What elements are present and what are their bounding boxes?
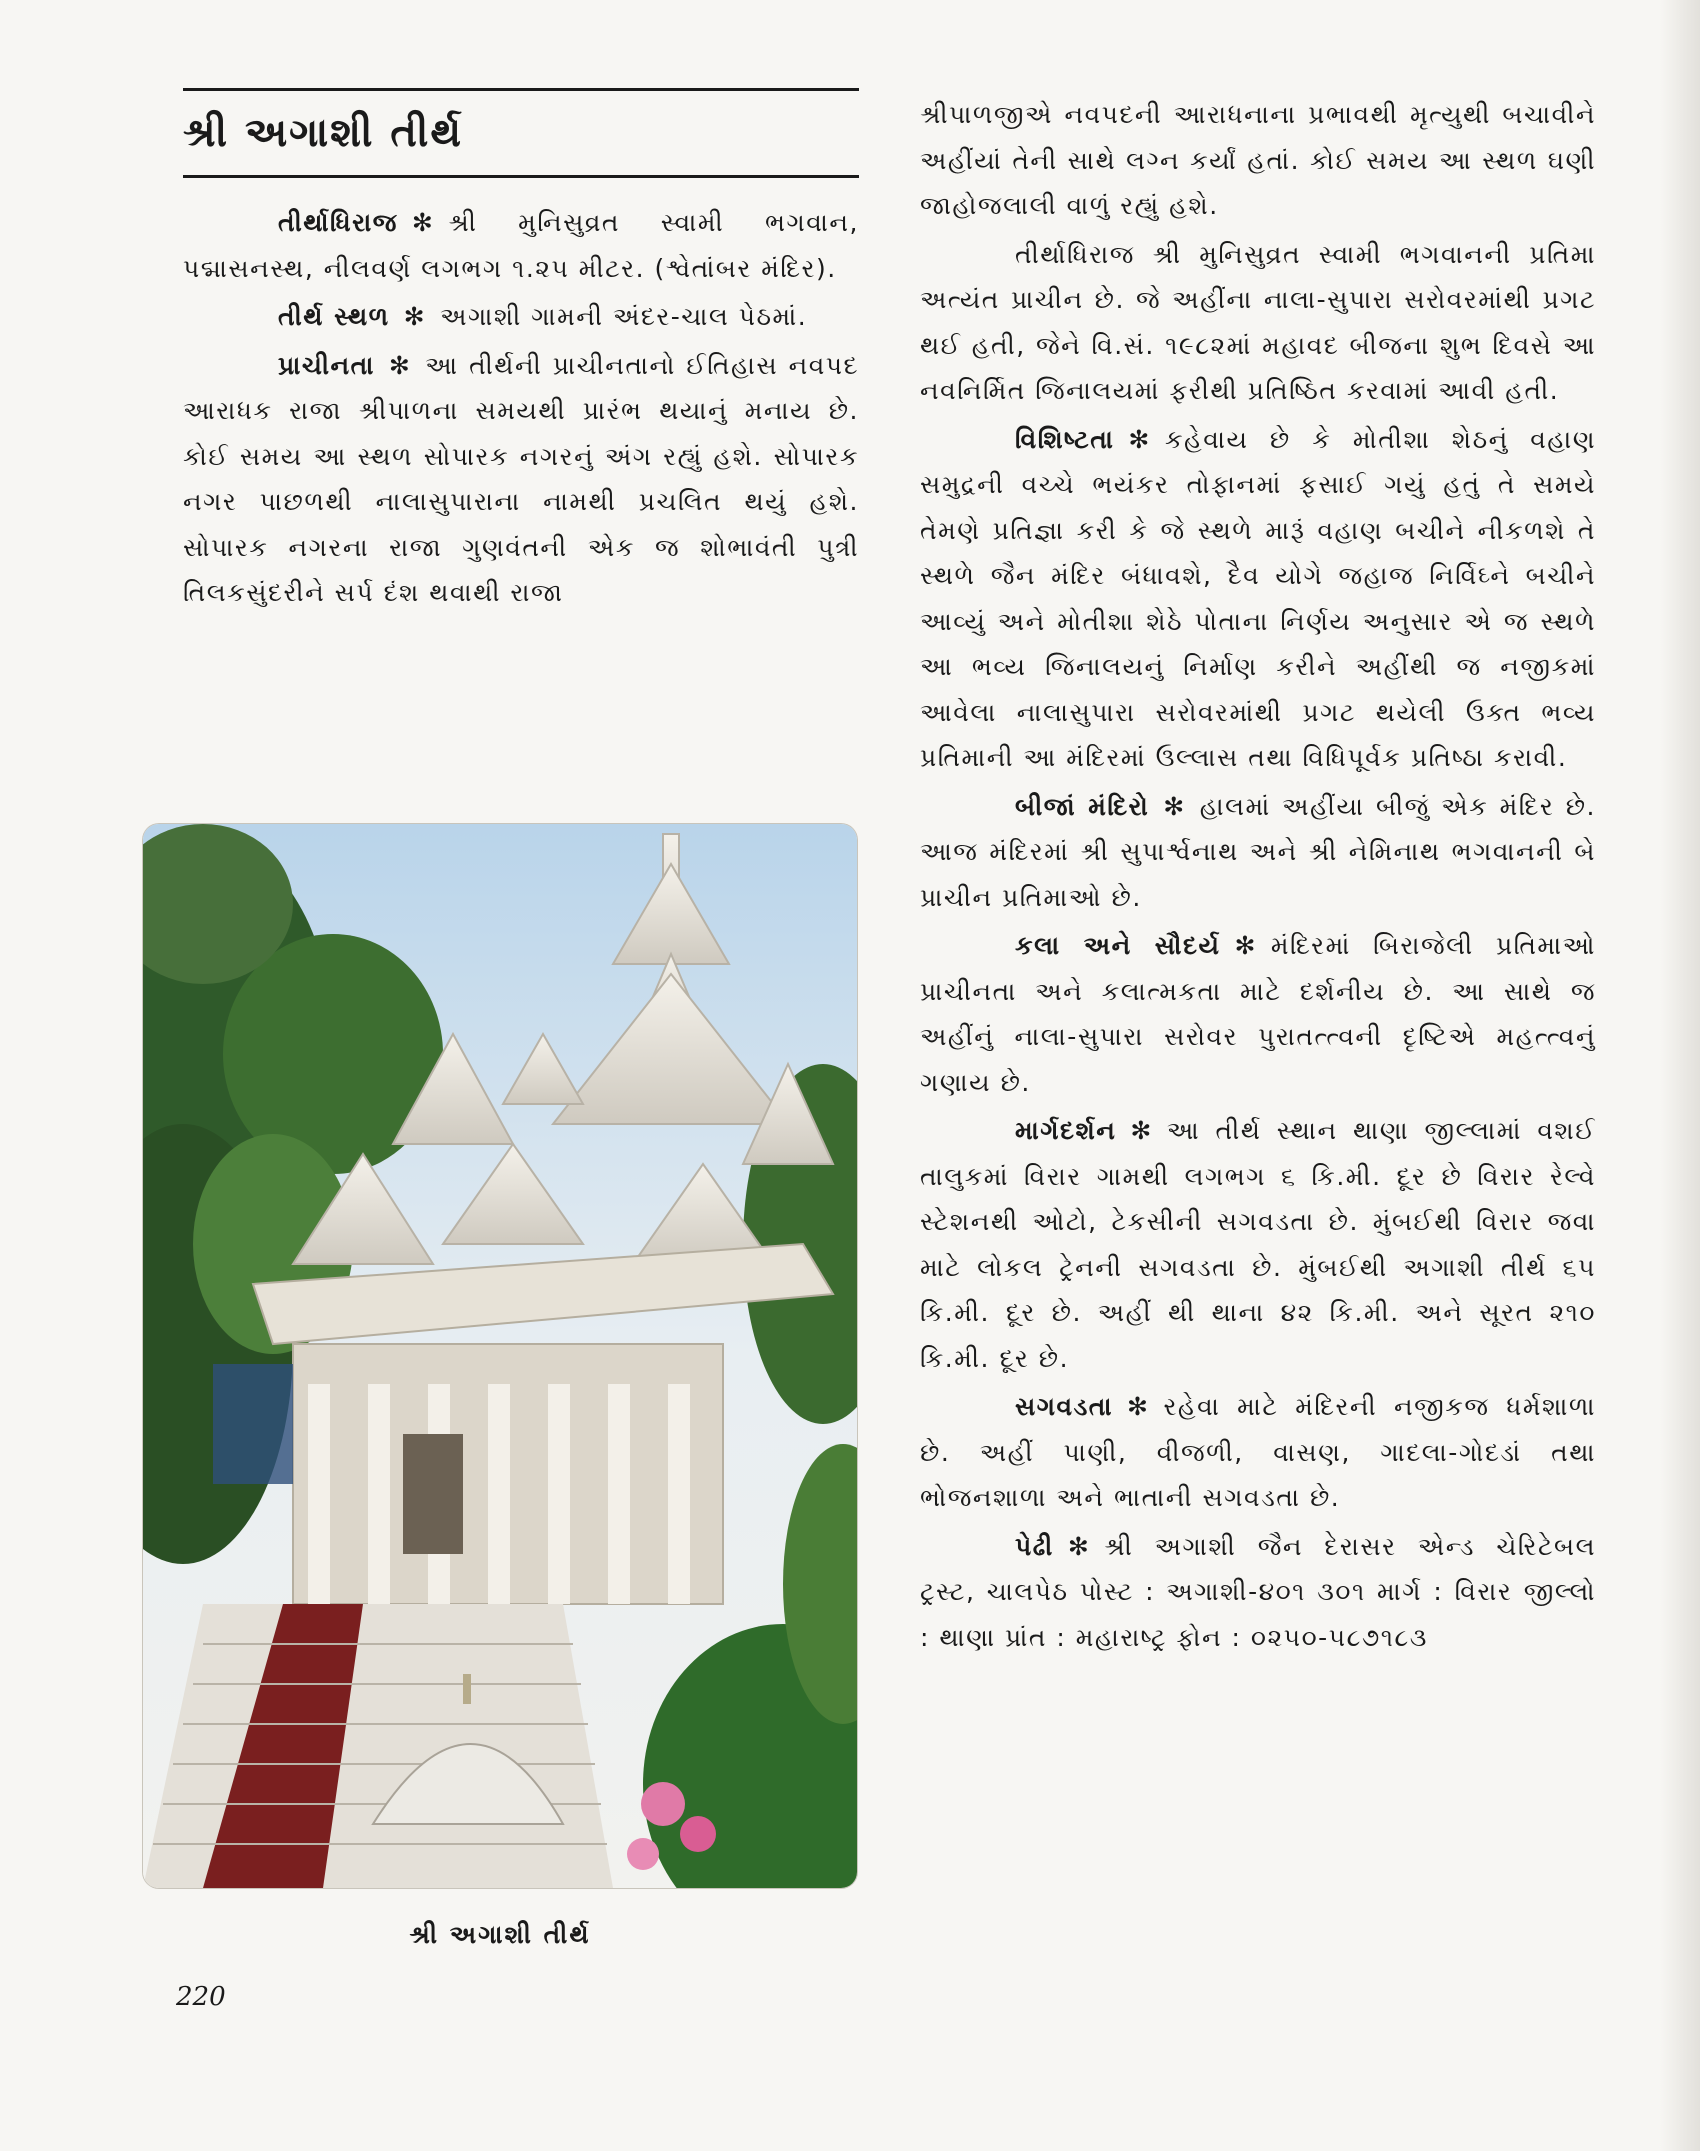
title-block [183, 88, 859, 178]
text-sagavadata: રહેવા માટે મંદિરની નજીકજ ધર્મશાળા છે. અહીં પાણી, વીજળી, વાસણ, ગાદલા-ગોદડાં તથા ભોજનશાળા અને ભાતાની સગવડતા છે. [920, 1392, 1596, 1512]
page-number: 220 [176, 1982, 226, 2012]
paragraph-tirth-sthal [183, 294, 859, 340]
text-bija-mandiro: હાલમાં અહીંયા બીજું એક મંદિર છે. આજ મંદિરમાં શ્રી સુપાર્શ્વનાથ અને શ્રી નેમિનાથ ભગવાનની બે પ્રાચીન પ્રતિમાઓ છે. [920, 791, 1596, 912]
text-margdarshan: આ તીર્થ સ્થાન થાણા જીલ્લામાં વશઈ તાલુકમાં વિરાર ગામથી લગભગ ૬ કિ.મી. દૂર છે વિરાર રેલ્વે સ્ટેશનથી ઓટો, ટેકસીની સગવડતા છે. મુંબઈથી વિરાર જવા માટે લોકલ ટ્રેનની સગવડતા છે. મુંબઈથી અગાશી તીર્થ ૬૫ કિ.મી. દૂર છે. અહીં થી થાના ૪૨ કિ.મી. અને સૂરત ૨૧૦ કિ.મી. દૂર છે. [920, 1116, 1596, 1373]
heading-margdarshan: માર્ગદર્શન [1015, 1116, 1117, 1145]
asterisk-icon: ✻ [388, 350, 412, 380]
asterisk-icon: ✻ [411, 208, 435, 237]
paragraph-prachinata [183, 343, 859, 616]
paragraph-pratima: તીર્થાધિરાજ શ્રી મુનિસુવ્રત સ્વામી ભગવાનની પ્રતિમા અત્યંત પ્રાચીન છે. જે અહીંના નાલા-સુપારા સરોવરમાંથી પ્રગટ થઈ હતી, જેને વિ.સં. ૧૯૮૨માં મહાવદ બીજના શુભ દિવસે આ નવનિર્મિત જિનાલયમાં ફરીથી પ્રતિષ્ઠિત કરવામાં આવી હતી. [920, 239, 1596, 405]
heading-vishishtata: વિશિષ્ટતા [1015, 424, 1115, 454]
temple-stairs [143, 1604, 613, 1888]
paragraph-vishishtata [920, 417, 1596, 781]
asterisk-icon: ✻ [1127, 1392, 1150, 1421]
text-kala: મંદિરમાં બિરાજેલી પ્રતિમાઓ પ્રાચીનતા અને કલાત્મકતા માટે દર્શનીય છે. આ સાથે જ અહીંનું નાલા-સુપારા સરોવર પુરાતત્ત્વની દૃષ્ટિએ મહત્ત્વનું ગણાય છે. [920, 931, 1596, 1097]
left-column [183, 200, 859, 619]
text-tirthadhiraj: શ્રી મુનિસુવ્રત સ્વામી ભગવાન, પદ્માસનસ્થ, નીલવર્ણ લગભગ ૧.૨૫ મીટર. (શ્વેતાંબર મંદિર). [183, 208, 859, 283]
text-prachinata: આ તીર્થની પ્રાચીનતાનો ઈતિહાસ નવપદ આરાધક રાજા શ્રીપાળના સમયથી પ્રારંભ થયાનું મનાય છે. કોઈ સમય આ સ્થળ સોપારક નગરનું અંગ રહ્યું હશે. સોપારક નગર પાછળથી નાલાસુપારાના નામથી પ્રચલિત થયું હશે. સોપારક નગરના રાજા ગુણવંતની એક જ શોભાવંતી પુત્રી તિલકસુંદરીને સર્પ દંશ થવાથી રાજા [183, 350, 859, 607]
paragraph-pedhi [920, 1524, 1596, 1661]
page-edge-shadow [1660, 0, 1700, 2151]
right-column [920, 92, 1596, 1663]
asterisk-icon: ✻ [1130, 1116, 1153, 1145]
photo-caption: શ્રી અગાશી તીર્થ [409, 1920, 591, 1949]
text-tirth-sthal: અગાશી ગામની અંદર-ચાલ પેઠમાં. [440, 302, 808, 331]
asterisk-icon: ✻ [403, 302, 427, 331]
heading-kala: કલા અને સૌદર્ય [1015, 931, 1221, 960]
temple-photo [143, 824, 857, 1888]
heading-pedhi: પેઢી [1015, 1531, 1054, 1561]
paragraph-sagavadata [920, 1384, 1596, 1521]
paragraph-kala [920, 923, 1596, 1105]
asterisk-icon: ✻ [1128, 424, 1151, 454]
asterisk-icon: ✻ [1234, 931, 1257, 960]
heading-sagavadata: સગવડતા [1015, 1392, 1114, 1421]
paragraph-tirthadhiraj [183, 200, 859, 291]
text-pedhi: શ્રી અગાશી જૈન દેરાસર એન્ડ ચેરિટેબલ ટ્રસ્ટ, ચાલપેઠ પોસ્ટ : અગાશી-૪૦૧ ૩૦૧ માર્ગ : વિરાર જીલ્લો : થાણા પ્રાંત : મહારાષ્ટ્ર ફોન : ૦૨૫૦-૫૮૭૧૮૩ [920, 1531, 1596, 1652]
heading-tirthadhiraj: તીર્થાધિરાજ [278, 208, 398, 237]
asterisk-icon: ✻ [1163, 791, 1186, 821]
asterisk-icon: ✻ [1067, 1531, 1091, 1561]
paragraph-margdarshan [920, 1108, 1596, 1381]
heading-tirth-sthal: તીર્થ સ્થળ [278, 302, 390, 331]
heading-prachinata: પ્રાચીનતા [278, 350, 375, 380]
temple-illustration [143, 824, 857, 1888]
paragraph-continuation: શ્રીપાળજીએ નવપદની આરાધનાના પ્રભાવથી મૃત્યુથી બચાવીને અહીંયાં તેની સાથે લગ્ન કર્યાં હતાં. કોઈ સમય આ સ્થળ ઘણી જાહોજલાલી વાળું રહ્યું હશે. [920, 100, 1596, 220]
paragraph-bija-mandiro [920, 784, 1596, 921]
heading-bija-mandiro: બીજાં મંદિરો [1015, 791, 1150, 821]
text-vishishtata: કહેવાય છે કે મોતીશા શેઠનું વહાણ સમુદ્રની વચ્ચે ભયંકર તોફાનમાં ફસાઈ ગયું હતું તે સમયે તેમણે પ્રતિજ્ઞા કરી કે જે સ્થળે મારૂં વહાણ બચીને નીકળશે તે સ્થળે જૈન મંદિર બંધાવશે, દૈવ યોગે જહાજ નિર્વિઘ્ને બચીને આવ્યું અને મોતીશા શેઠે પોતાના નિર્ણય અનુસાર એ જ સ્થળે આ ભવ્ય જિનાલયનું નિર્માણ કરીને અહીંથી જ નજીકમાં આવેલા નાલાસુપારા સરોવરમાંથી પ્રગટ થયેલી ઉક્ત ભવ્ય પ્રતિમાની આ મંદિરમાં ઉલ્લાસ તથા વિધિપૂર્વક પ્રતિષ્ઠા કરાવી. [920, 424, 1596, 772]
page-title: શ્રી અગાશી તીર્થ [183, 110, 464, 156]
